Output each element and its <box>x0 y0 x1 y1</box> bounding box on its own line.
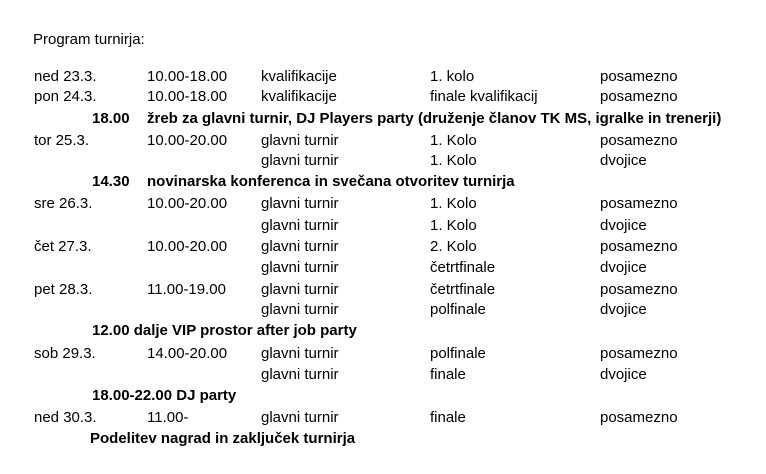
event-cell: kvalifikacije <box>261 68 337 85</box>
schedule-row <box>0 301 766 321</box>
day-cell: pon 24.3. <box>34 88 97 105</box>
event-cell: glavni turnir <box>261 409 339 426</box>
page-title: Program turnirja: <box>33 31 145 48</box>
round-cell: četrtfinale <box>430 259 496 276</box>
schedule-row <box>0 409 766 429</box>
day-cell: pet 28.3. <box>34 281 93 298</box>
type-cell: posamezno <box>600 195 678 212</box>
round-cell: finale kvalifikacij <box>430 88 538 105</box>
round-cell: polfinale <box>430 301 486 318</box>
schedule-row <box>0 68 766 88</box>
time-cell: 10.00-20.00 <box>147 132 228 149</box>
schedule-row <box>0 152 766 172</box>
type-cell: dvojice <box>600 152 647 169</box>
schedule-row <box>0 366 766 386</box>
schedule-row <box>0 345 766 365</box>
event-cell: glavni turnir <box>261 259 339 276</box>
type-cell: dvojice <box>600 259 647 276</box>
round-cell: 1. Kolo <box>430 195 477 212</box>
type-cell: posamezno <box>600 88 678 105</box>
round-cell: 1. Kolo <box>430 152 477 169</box>
type-cell: dvojice <box>600 217 647 234</box>
type-cell: dvojice <box>600 301 647 318</box>
event-cell: glavni turnir <box>261 152 339 169</box>
event-cell: kvalifikacije <box>261 88 337 105</box>
type-cell: posamezno <box>600 345 678 362</box>
note-text: 18.00-22.00 DJ party <box>92 387 237 404</box>
time-cell: 11.00-19.00 <box>147 281 226 298</box>
round-cell: 1. Kolo <box>430 132 477 149</box>
schedule-row <box>0 259 766 279</box>
event-cell: glavni turnir <box>261 195 339 212</box>
round-cell: četrtfinale <box>430 281 496 298</box>
round-cell: 2. Kolo <box>430 238 477 255</box>
note-text: žreb za glavni turnir, DJ Players party (druženje članov TK MS, igralke in trenerji) <box>147 110 722 127</box>
event-cell: glavni turnir <box>261 366 339 383</box>
day-cell: ned 23.3. <box>34 68 97 85</box>
time-cell: 10.00-18.00 <box>147 68 228 85</box>
event-cell: glavni turnir <box>261 281 339 298</box>
time-cell: 10.00-18.00 <box>147 88 228 105</box>
round-cell: polfinale <box>430 345 486 362</box>
schedule-row <box>0 217 766 237</box>
round-cell: finale <box>430 366 466 383</box>
type-cell: posamezno <box>600 68 678 85</box>
schedule-row <box>0 132 766 152</box>
day-cell: tor 25.3. <box>34 132 90 149</box>
time-cell: 14.00-20.00 <box>147 345 228 362</box>
time-cell: 10.00-20.00 <box>147 195 228 212</box>
schedule-row <box>0 195 766 215</box>
round-cell: 1. kolo <box>430 68 475 85</box>
event-cell: glavni turnir <box>261 345 339 362</box>
round-cell: finale <box>430 409 466 426</box>
type-cell: posamezno <box>600 238 678 255</box>
type-cell: posamezno <box>600 132 678 149</box>
day-cell: ned 30.3. <box>34 409 97 426</box>
round-cell: 1. Kolo <box>430 217 477 234</box>
time-cell: 10.00-20.00 <box>147 238 228 255</box>
event-cell: glavni turnir <box>261 301 339 318</box>
schedule-row <box>0 88 766 108</box>
event-cell: glavni turnir <box>261 217 339 234</box>
schedule-row <box>0 281 766 301</box>
type-cell: dvojice <box>600 366 647 383</box>
event-cell: glavni turnir <box>261 238 339 255</box>
note-time: 18.00 <box>92 110 130 127</box>
day-cell: čet 27.3. <box>34 238 92 255</box>
time-cell: 11.00- <box>147 409 189 426</box>
type-cell: posamezno <box>600 409 678 426</box>
type-cell: posamezno <box>600 281 678 298</box>
note-text: Podelitev nagrad in zaključek turnirja <box>90 430 356 447</box>
schedule-row <box>0 238 766 258</box>
day-cell: sre 26.3. <box>34 195 93 212</box>
day-cell: sob 29.3. <box>34 345 96 362</box>
event-cell: glavni turnir <box>261 132 339 149</box>
note-text: novinarska konferenca in svečana otvoritev turnirja <box>147 173 515 190</box>
note-time: 14.30 <box>92 173 130 190</box>
note-text: 12.00 dalje VIP prostor after job party <box>92 322 357 339</box>
